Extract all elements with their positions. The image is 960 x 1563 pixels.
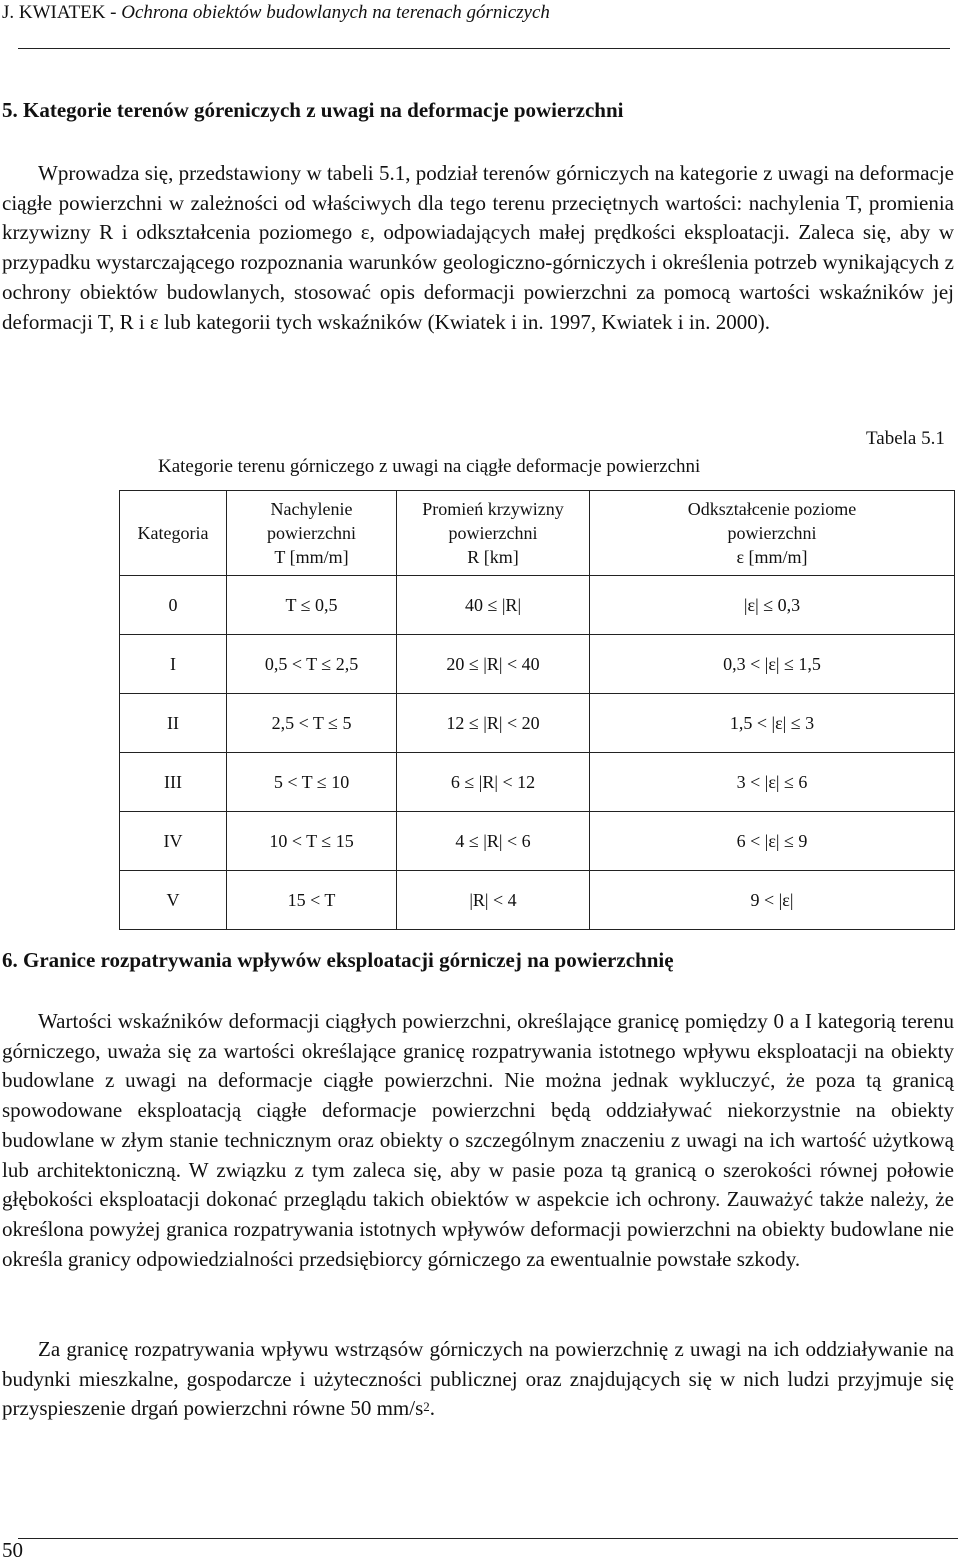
table-cell: III xyxy=(120,753,227,812)
section-6-paragraph-1: Wartości wskaźników deformacji ciągłych powierzchni, określające granicę pomiędzy 0 a I kategorią terenu górniczego, uważa się za wartości określające granicę rozpatrywania istotnego wpływu eksploatacji na obiekty budowlane z uwagi na deformacje ciągłe powierzchni. Nie można jednak wykluczyć, że poza tą granicą spowodowane eksploatacją ciągłe deformacje powierzchni będą oddziaływać niekorzystnie na obiekty budowlane w złym stanie technicznym oraz obiekty o szczególnym znaczeniu z uwagi na ich wartość użytkową lub architektoniczną. W związku z tym zaleca się, aby w pasie poza tą granicą o szerokości równej połowie głębokości eksploatacji dokonać przeglądu takich obiektów w aspekcie ich ochrony. Zauważyć także należy, że określona powyżej granica rozpatrywania istotnych wpływów deformacji powierzchni na obiekty budowlane nie określa granicy odpowiedzialności przedsiębiorcy górniczego za ewentualnie powstałe szkody. xyxy=(2,1009,954,1271)
table-header-cell: Odkształcenie poziome powierzchni ε [mm/m] xyxy=(590,491,955,576)
table-row xyxy=(120,694,955,753)
section-5-paragraph: Wprowadza się, przedstawiony w tabeli 5.1, podział terenów górniczych na kategorie z uwagi na deformacje ciągłe powierzchni w zależności od właściwych dla tego terenu przeciętnych wartości: nachylenia T, promienia krzywizny R i odkształcenia poziomego ε, odpowiadających małej prędkości eksploatacji. Zaleca się, aby w przypadku wystarczającego rozpoznania warunków geologiczno-górniczych i określenia potrzeb wynikających z ochrony obiektów budowlanych, stosować opis deformacji powierzchni za pomocą wartości wskaźników jej deformacji T, R i ε lub kategorii tych wskaźników (Kwiatek i in. 1997, Kwiatek i in. 2000). xyxy=(2,161,954,334)
table-header-row xyxy=(120,491,955,576)
table-cell: |R| < 4 xyxy=(397,871,590,930)
category-table xyxy=(119,490,955,930)
header-rule xyxy=(18,48,950,49)
table-cell: 20 ≤ |R| < 40 xyxy=(397,635,590,694)
table-cell: 4 ≤ |R| < 6 xyxy=(397,812,590,871)
table-cell: 10 < T ≤ 15 xyxy=(227,812,397,871)
section-6-paragraph-2-text: Za granicę rozpatrywania wpływu wstrząsów górniczych na powierzchnię z uwagi na ich oddziaływanie na budynki mieszkalne, gospodarcze i użyteczności publicznej oraz znajdujących się w nich ludzi przyjmuje się przyspieszenie drgań powierzchni równe 50 mm/s xyxy=(2,1337,954,1421)
table-cell: 6 ≤ |R| < 12 xyxy=(397,753,590,812)
table-header-cell: Kategoria xyxy=(120,491,227,576)
table-row xyxy=(120,635,955,694)
section-5-heading: 5. Kategorie terenów góreniczych z uwagi na deformacje powierzchni xyxy=(2,98,624,122)
footer-rule xyxy=(18,1538,958,1539)
table-cell: 3 < |ε| ≤ 6 xyxy=(590,753,955,812)
table-cell: 12 ≤ |R| < 20 xyxy=(397,694,590,753)
table-cell: 0,5 < T ≤ 2,5 xyxy=(227,635,397,694)
table-cell: 2,5 < T ≤ 5 xyxy=(227,694,397,753)
table-row xyxy=(120,812,955,871)
table-cell: V xyxy=(120,871,227,930)
superscript: 2 xyxy=(423,1399,430,1415)
table-row xyxy=(120,753,955,812)
table-title: Kategorie terenu górniczego z uwagi na ciągłe deformacje powierzchni xyxy=(158,456,701,477)
running-header xyxy=(2,2,550,24)
table-cell: II xyxy=(120,694,227,753)
table-cell: 0 xyxy=(120,576,227,635)
table-cell: 0,3 < |ε| ≤ 1,5 xyxy=(590,635,955,694)
table-cell: IV xyxy=(120,812,227,871)
table-cell: T ≤ 0,5 xyxy=(227,576,397,635)
section-6-heading: 6. Granice rozpatrywania wpływów eksploatacji górniczej na powierzchnię xyxy=(2,948,674,972)
header-title: Ochrona obiektów budowlanych na terenach górniczych xyxy=(121,2,550,23)
table-header-cell: Promień krzywizny powierzchni R [km] xyxy=(397,491,590,576)
section-6-paragraph-2-end: . xyxy=(429,1396,435,1421)
table-cell: |ε| ≤ 0,3 xyxy=(590,576,955,635)
table-cell: 6 < |ε| ≤ 9 xyxy=(590,812,955,871)
table-body xyxy=(120,576,955,930)
table-header-cell: Nachylenie powierzchni T [mm/m] xyxy=(227,491,397,576)
table-cell: 15 < T xyxy=(227,871,397,930)
table-row xyxy=(120,871,955,930)
table-cell: 1,5 < |ε| ≤ 3 xyxy=(590,694,955,753)
table-row xyxy=(120,576,955,635)
header-author: J. KWIATEK - xyxy=(2,2,122,23)
table-cell: 40 ≤ |R| xyxy=(397,576,590,635)
table-cell: 5 < T ≤ 10 xyxy=(227,753,397,812)
page-number: 50 xyxy=(2,1538,23,1562)
table-cell: 9 < |ε| xyxy=(590,871,955,930)
section-6-paragraph-2 xyxy=(2,1335,954,1424)
table-number: Tabela 5.1 xyxy=(866,428,945,449)
table-cell: I xyxy=(120,635,227,694)
